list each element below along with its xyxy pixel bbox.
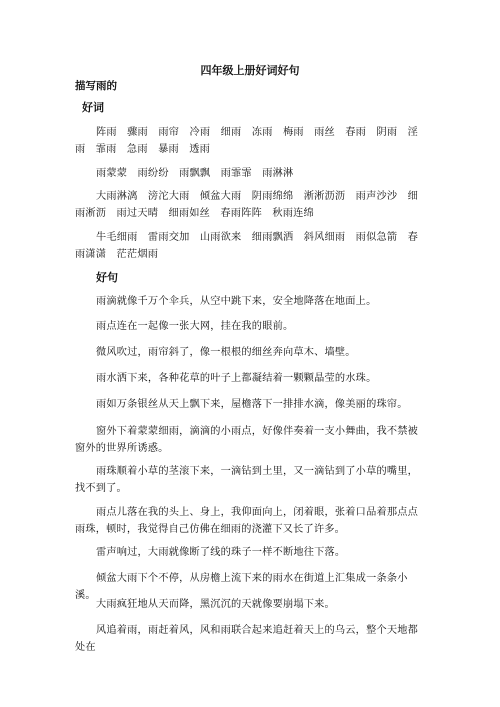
sentence: 雨点连在一起像一张大网，挂在我的眼前。 bbox=[96, 321, 294, 332]
word-group: 大雨淋漓 滂沱大雨 倾盆大雨 阴雨绵绵 淅淅沥沥 雨声沙沙 细雨淅沥 雨过天晴 细雨如丝 春雨阵阵 秋雨连绵 bbox=[75, 191, 419, 219]
sentence: 雨滴就像千万个伞兵，从空中跳下来，安全地降落在地面上。 bbox=[96, 296, 377, 307]
good-words-heading: 好词 bbox=[82, 101, 104, 114]
word-group: 雨蒙蒙 雨纷纷 雨飘飘 雨霏霏 雨淋淋 bbox=[96, 168, 294, 179]
sentence: 雨珠顺着小草的茎滚下来，一滴钻到土里，又一滴钻到了小草的嘴里，找不到了。 bbox=[75, 466, 419, 494]
sentence: 窗外下着蒙蒙细雨，滴滴的小雨点，好像伴奏着一支小舞曲，我不禁被窗外的世界所诱惑。 bbox=[75, 426, 419, 454]
good-sentences-heading: 好句 bbox=[96, 271, 118, 284]
sentence: 雨水洒下来，各种花草的叶子上都凝结着一颗颗晶莹的水珠。 bbox=[96, 373, 377, 384]
document-title: 四年级上册好词好句 bbox=[200, 64, 300, 77]
sentence: 雨点儿落在我的头上、身上，我仰面向上，闭着眼，张着口品着那点点雨珠，顿时，我觉得自己仿佛在细雨的浇灌下又长了许多。 bbox=[75, 507, 419, 535]
word-group: 阵雨 骤雨 雨帘 冷雨 细雨 冻雨 梅雨 雨丝 春雨 阴雨 淫雨 霏雨 急雨 暴雨 透雨 bbox=[75, 127, 419, 155]
sentence: 雨如万条银丝从天上飘下来，屋檐落下一排排水滴，像美丽的珠帘。 bbox=[96, 399, 408, 410]
sentence: 大雨疯狂地从天而降，黑沉沉的天就像要崩塌下来。 bbox=[96, 599, 335, 610]
word-group: 牛毛细雨 雷雨交加 山雨欲来 细雨飘洒 斜风细雨 雨似急箭 春雨潇潇 茫茫烟雨 bbox=[75, 232, 419, 260]
section-title: 描写雨的 bbox=[75, 80, 117, 92]
sentence: 微风吹过，雨帘斜了，像一根根的细丝奔向草木、墙壁。 bbox=[96, 347, 356, 358]
sentence: 雷声响过，大雨就像断了线的珠子一样不断地往下落。 bbox=[96, 547, 346, 558]
sentence: 风追着雨，雨赶着风，风和雨联合起来追赶着天上的乌云，整个天地都处在 bbox=[75, 625, 419, 653]
sentence: 倾盆大雨下个不停，从房檐上流下来的雨水在街道上汇集成一条条小溪。 bbox=[75, 573, 408, 601]
